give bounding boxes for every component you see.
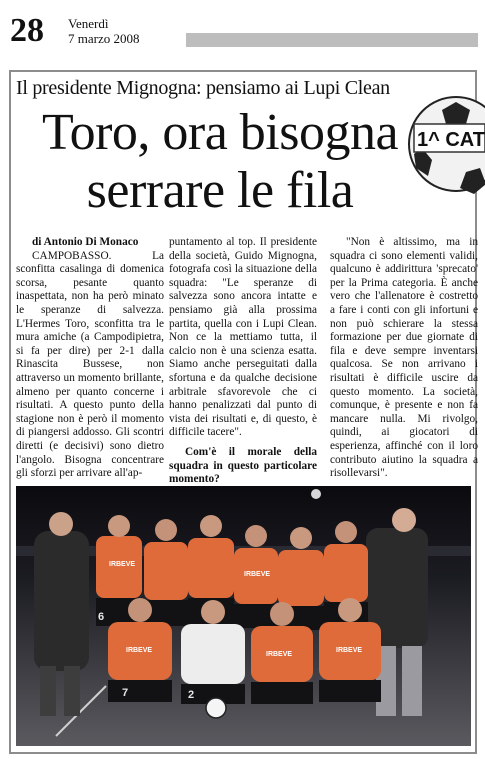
category-badge-label: 1^ CAT [417, 129, 485, 151]
shirt-sponsor: IRBEVE [244, 571, 271, 578]
issue-date [68, 16, 139, 46]
header-bar [186, 33, 478, 47]
article-kicker: Il presidente Mignogna: pensiamo ai Lupi Clean [16, 77, 390, 99]
headline-line-2: serrare le fila [86, 162, 354, 219]
page-number: 28 [10, 12, 44, 49]
shirt-sponsor: IRBEVE [336, 647, 363, 654]
shirt-sponsor: IRBEVE [266, 651, 293, 658]
soccer-ball-icon [408, 88, 485, 200]
article-column-3 [330, 236, 478, 481]
article-column-1 [16, 236, 164, 481]
interview-question: Com'è il morale della squadra in questo particolare momento? [169, 445, 317, 486]
team-photo-image [16, 486, 471, 746]
shirt-number: 2 [188, 689, 195, 701]
column-2-text: puntamento al top. Il presidente della società, Guido Mignogna, fotografa così la situazione della squadra: "Le speranze di salvezza sono ancora intatte e pensiamo già alla prossima partita, quella con i Lupi Clean. Non ce la mettiamo tutta, il calcio non è una scienza esatta. Siamo anche perseguitati dalla sfortuna e da qualche decisione arbitrale sfavorevole che ci hanno penalizzati dal punto di vista dei risultati e, di questo, è difficile tacere". [169, 236, 317, 439]
shirt-sponsor: IRBEVE [109, 561, 136, 568]
article-byline: di Antonio Di Monaco [32, 236, 139, 248]
article-column-2 [169, 236, 317, 487]
category-badge [408, 88, 485, 200]
headline-line-1: Toro, ora bisogna [41, 104, 399, 161]
issue-day: Venerdì [68, 16, 109, 31]
shirt-sponsor: IRBEVE [126, 647, 153, 654]
shirt-number: 6 [98, 611, 105, 623]
issue-date-text: 7 marzo 2008 [68, 31, 140, 46]
article-headline [30, 104, 410, 220]
team-photo [16, 486, 471, 746]
column-1-text: CAMPOBASSO. La sconfitta casalinga di domenica scorsa, pesante quanto inaspettata, non ha però minato le speranze di salvezza. L'Hermes Toro, sconfitta tra le mura amiche (a Campodipietra, si fa per dire) per 2-1 dalla Rinascita Bussese, non attraverso un momento brillante, almeno per quanto concerne i risultati. A questo punto della stagione non è però il momento di piangersi addosso. Gli scontri diretti (e decisivi) sono dietro l'angolo. Bisogna concentrare gli sforzi per arrivare all'ap- [16, 249, 164, 480]
column-3-text: "Non è altissimo, ma in squadra ci sono elementi validi, qualcuno è addirittura 'sprecato' per la Prima categoria. È anche vero che l'allenatore è costretto a fare i conti con gli infortuni e non può schierare la stessa formazione per due giornate di fila e deve sempre inventarsi qualcosa. Se non arrivano i risultati è difficile uscire da questo momento. La società, comunque, è presente e non fa mancare nulla. Mi rivolgo, quindi, ai giocatori di esperienza, affinché con il loro contributo aiutino la squadra a risollevarsi". [330, 236, 478, 480]
shirt-number: 7 [122, 687, 129, 699]
